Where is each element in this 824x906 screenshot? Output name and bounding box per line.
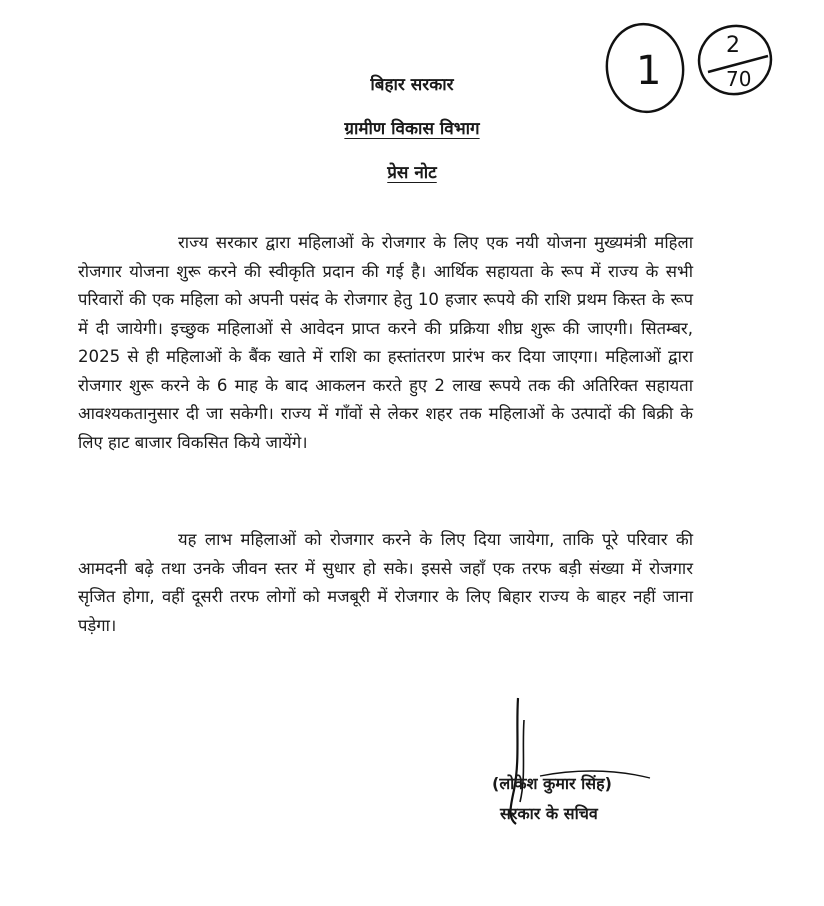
signature-block (480, 690, 720, 870)
handwritten-stamp-icon (600, 10, 800, 120)
government-heading: बिहार सरकार (370, 75, 454, 95)
body-paragraph-1: राज्य सरकार द्वारा महिलाओं के रोजगार के लिए एक नयी योजना मुख्यमंत्री महिला रोजगार योजना शुरू करने की स्वीकृति प्रदान की गई है। आर्थिक सहायता के रूप में राज्य के सभी परिवारों की एक महिला को अपनी पसंद के रोजगार हेतु 10 हजार रूपये की राशि प्रथम किस्त के रूप में दी जायेगी। इच्छुक महिलाओं से आवेदन प्राप्त करने की प्रक्रिया शीघ्र शुरू की जाएगी। सितम्बर, 2025 से ही महिलाओं के बैंक खाते में राशि का हस्तांतरण प्रारंभ कर दिया जाएगा। महिलाओं द्वारा रोजगार शुरू करने के 6 माह के बाद आकलन करते हुए 2 लाख रूपये तक की अतिरिक्त सहायता आवश्यकतानुसार दी जा सकेगी। राज्य में गाँवों से लेकर शहर तक महिलाओं के उत्पादों की बिक्री के लिए हाट बाजार विकसित किये जायेंगे। (78, 233, 693, 452)
document-type-heading: प्रेस नोट (387, 163, 437, 183)
stamp-fraction-bottom: 70 (726, 67, 752, 91)
stamp-circle-number: 1 (636, 48, 662, 94)
stamp-fraction-top: 2 (726, 33, 740, 58)
signatory-designation: सरकार के सचिव (500, 804, 598, 823)
department-heading: ग्रामीण विकास विभाग (344, 119, 480, 139)
body-paragraph-2: यह लाभ महिलाओं को रोजगार करने के लिए दिया जायेगा, ताकि पूरे परिवार की आमदनी बढ़े तथा उनके जीवन स्तर में सुधार हो सके। इससे जहाँ एक तरफ बड़ी संख्या में रोजगार सृजित होगा, वहीं दूसरी तरफ लोगों को मजबूरी में रोजगार के लिए बिहार राज्य के बाहर नहीं जाना पड़ेगा। (78, 530, 693, 635)
signatory-name: (लोकेश कुमार सिंह) (492, 774, 612, 793)
page-number-stamp (600, 10, 800, 120)
